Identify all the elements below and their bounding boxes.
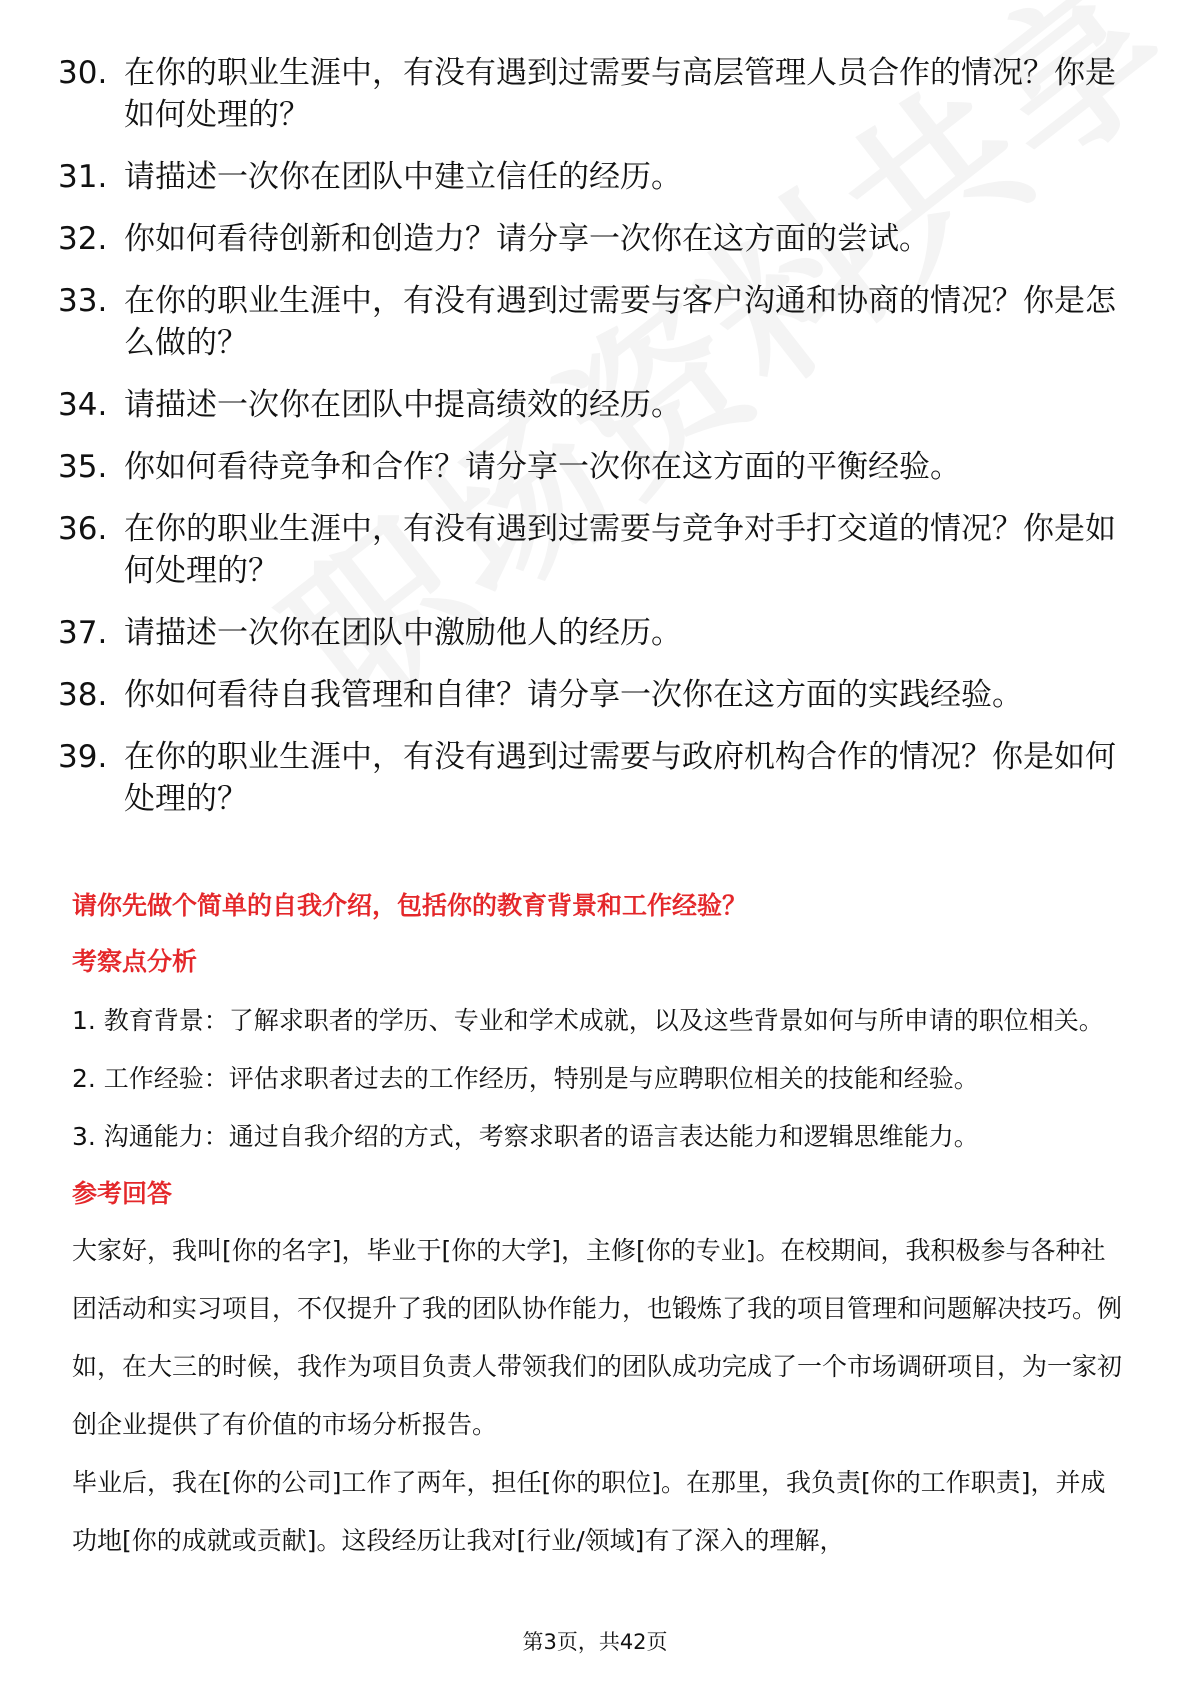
question-section — [72, 888, 1122, 1570]
question-text: 请描述一次你在团队中建立信任的经历。 — [124, 159, 682, 195]
answer-paragraph: 毕业后，我在[你的公司]工作了两年，担任[你的职位]。在那里，我负责[你的工作职责]，并成功地[你的成就或贡献]。这段经历让我对[行业/领域]有了深入的理解， — [72, 1468, 1106, 1555]
question-text: 在你的职业生涯中，有没有遇到过需要与客户沟通和协商的情况？你是怎么做的？ — [124, 283, 1116, 361]
question-text: 在你的职业生涯中，有没有遇到过需要与竞争对手打交道的情况？你是如何处理的？ — [124, 511, 1116, 589]
analysis-point: 1. 教育背景：了解求职者的学历、专业和学术成就，以及这些背景如何与所申请的职位相关。 — [72, 1006, 1104, 1035]
question-text: 在你的职业生涯中，有没有遇到过需要与高层管理人员合作的情况？你是如何处理的？ — [124, 55, 1116, 133]
question-item — [58, 446, 1138, 488]
question-number: 31. — [58, 159, 108, 195]
question-number: 34. — [58, 387, 108, 423]
section-question-heading: 请你先做个简单的自我介绍，包括你的教育背景和工作经验？ — [72, 891, 748, 920]
question-number: 36. — [58, 511, 108, 547]
question-number: 33. — [58, 283, 108, 319]
question-text: 请描述一次你在团队中激励他人的经历。 — [124, 615, 682, 651]
question-number: 32. — [58, 221, 108, 257]
question-item — [58, 736, 1138, 820]
question-item — [58, 218, 1138, 260]
question-item — [58, 674, 1138, 716]
question-item — [58, 612, 1138, 654]
question-text: 你如何看待竞争和合作？请分享一次你在这方面的平衡经验。 — [124, 449, 961, 485]
question-item — [58, 384, 1138, 426]
question-text: 你如何看待自我管理和自律？请分享一次你在这方面的实践经验。 — [124, 677, 1023, 713]
question-number: 35. — [58, 449, 108, 485]
analysis-point: 2. 工作经验：评估求职者过去的工作经历，特别是与应聘职位相关的技能和经验。 — [72, 1064, 979, 1093]
question-number: 37. — [58, 615, 108, 651]
question-text: 请描述一次你在团队中提高绩效的经历。 — [124, 387, 682, 423]
analysis-heading: 考察点分析 — [72, 947, 198, 976]
question-text: 你如何看待创新和创造力？请分享一次你在这方面的尝试。 — [124, 221, 930, 257]
question-number: 38. — [58, 677, 108, 713]
answer-paragraph: 大家好，我叫[你的名字]，毕业于[你的大学]，主修[你的专业]。在校期间，我积极参与各种社团活动和实习项目，不仅提升了我的团队协作能力，也锻炼了我的项目管理和问题解决技巧。例如，在大三的时候，我作为项目负责人带领我们的团队成功完成了一个市场调研项目，为一家初创企业提供了有价值的市场分析报告。 — [72, 1236, 1123, 1439]
question-item — [58, 52, 1138, 136]
analysis-point: 3. 沟通能力：通过自我介绍的方式，考察求职者的语言表达能力和逻辑思维能力。 — [72, 1122, 979, 1151]
question-number: 30. — [58, 55, 108, 91]
question-item — [58, 156, 1138, 198]
question-item — [58, 508, 1138, 592]
question-list — [58, 52, 1138, 840]
answer-heading: 参考回答 — [72, 1179, 173, 1208]
question-item — [58, 280, 1138, 364]
question-number: 39. — [58, 739, 108, 775]
question-text: 在你的职业生涯中，有没有遇到过需要与政府机构合作的情况？你是如何处理的？ — [124, 739, 1116, 817]
page-number: 第3页，共42页 — [522, 1630, 668, 1654]
